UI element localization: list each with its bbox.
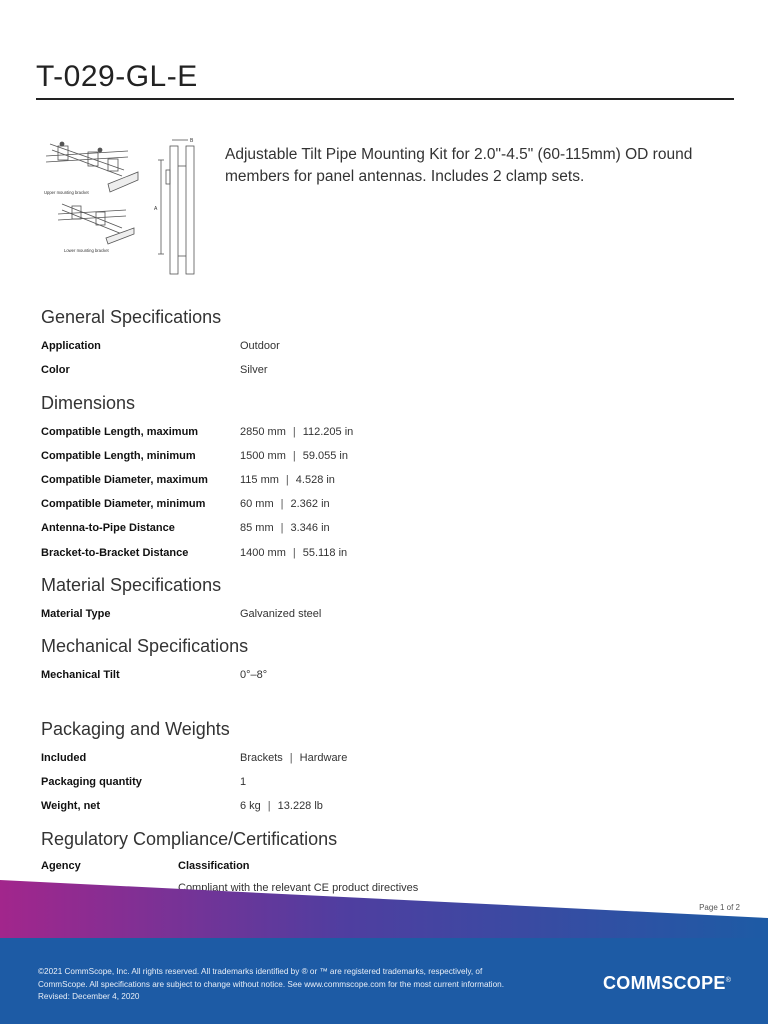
spec-value: 1500 mm | 59.055 in — [240, 450, 348, 462]
registered-mark: ® — [725, 977, 732, 984]
spec-label: Compatible Diameter, maximum — [41, 474, 208, 486]
spec-label: Compatible Diameter, minimum — [41, 498, 206, 510]
page-number: Page 1 of 2 — [699, 903, 740, 912]
material-specs-heading: Material Specifications — [41, 575, 222, 595]
spec-value: 60 mm | 2.362 in — [240, 498, 330, 510]
mechanical-specs-heading: Mechanical Specifications — [41, 636, 249, 656]
dimension-b-label: B — [190, 138, 194, 144]
spec-label: Bracket-to-Bracket Distance — [41, 547, 189, 559]
spec-value: 1 — [240, 776, 247, 788]
spec-value: Silver — [240, 364, 268, 376]
spec-label: Compatible Length, maximum — [41, 426, 199, 438]
dimensions-heading: Dimensions — [41, 393, 136, 413]
upper-bracket-caption: Upper mounting bracket — [44, 190, 89, 195]
dimension-a-label: A — [154, 206, 158, 212]
lower-bracket-caption: Lower mounting bracket — [64, 248, 109, 253]
product-drawing — [38, 126, 210, 290]
commscope-logo: COMMSCOPE® — [603, 973, 732, 993]
spec-value: 0°–8° — [240, 669, 268, 681]
spec-label: Weight, net — [41, 800, 101, 812]
page-title: T-029-GL-E — [36, 60, 198, 93]
spec-label: Material Type — [41, 608, 111, 620]
spec-label: Compatible Length, minimum — [41, 450, 196, 462]
packaging-heading: Packaging and Weights — [41, 719, 230, 739]
product-description: Adjustable Tilt Pipe Mounting Kit for 2.0"-4.5" (60-115mm) OD round members for panel antennas. Includes 2 clamp sets. — [225, 146, 693, 185]
spec-value: 1400 mm | 55.118 in — [240, 547, 348, 559]
classification-value: Compliant with the relevant CE product directives — [178, 882, 419, 894]
spec-value: Brackets | Hardware — [240, 752, 348, 764]
footer-legal-text: ©2021 CommScope, Inc. All rights reserved. All trademarks identified by ® or ™ are registered trademarks, respectively, of CommScope. All specifications are subject to change without notice. See www.commscope.com for the most current information. Revised: December 4, 2020 — [38, 967, 504, 1001]
spec-label: Mechanical Tilt — [41, 669, 120, 681]
regulatory-heading: Regulatory Compliance/Certifications — [41, 829, 338, 849]
general-specs-heading: General Specifications — [41, 307, 222, 327]
spec-value: Galvanized steel — [240, 608, 322, 620]
spec-value: Outdoor — [240, 340, 280, 352]
spec-value: 115 mm | 4.528 in — [240, 474, 335, 486]
spec-label: Application — [41, 340, 101, 352]
spec-value: 85 mm | 3.346 in — [240, 522, 330, 534]
spec-value: 6 kg | 13.228 lb — [240, 800, 323, 812]
spec-label: Color — [41, 364, 70, 376]
agency-column-header: Agency — [41, 860, 81, 872]
classification-column-header: Classification — [178, 860, 250, 872]
title-divider — [36, 98, 734, 100]
spec-label: Included — [41, 752, 87, 764]
spec-label: Antenna-to-Pipe Distance — [41, 522, 175, 534]
spec-value: 2850 mm | 112.205 in — [240, 426, 354, 438]
spec-label: Packaging quantity — [41, 776, 142, 788]
